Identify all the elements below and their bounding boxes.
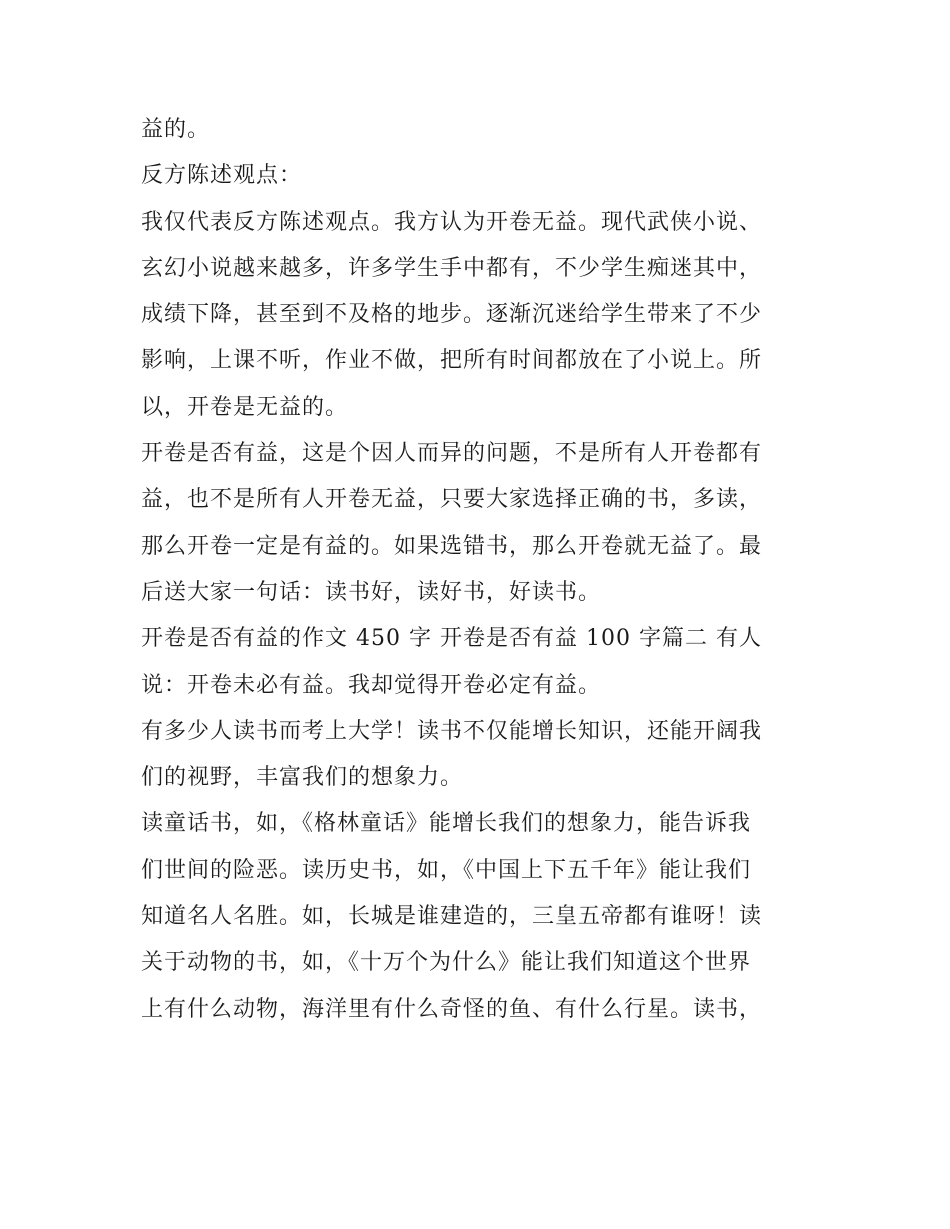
- text-line: 玄幻小说越来越多，许多学生手中都有，不少学生痴迷其中，: [141, 255, 763, 281]
- text-line: 开卷是否有益，这是个因人而异的问题，不是所有人开卷都有: [141, 441, 763, 467]
- text-line: 那么开卷一定是有益的。如果选错书，那么开卷就无益了。最: [141, 533, 763, 559]
- text-line: 反方陈述观点：: [141, 163, 303, 189]
- text-line: 益，也不是所有人开卷无益，只要大家选择正确的书，多读，: [141, 487, 763, 513]
- text-line: 影响，上课不听，作业不做，把所有时间都放在了小说上。所: [141, 348, 763, 374]
- text-line: 读童话书，如，《格林童话》能增长我们的想象力，能告诉我: [141, 811, 752, 837]
- text-line: 后送大家一句话：读书好，读好书，好读书。: [141, 579, 602, 605]
- text-line: 知道名人名胜。如，长城是谁建造的，三皇五帝都有谁呀！读: [141, 904, 763, 930]
- text-line: 益的。: [141, 117, 211, 142]
- text-line: 关于动物的书，如，《十万个为什么》能让我们知道这个世界: [141, 950, 752, 976]
- text-line: 们的视野，丰富我们的想象力。: [141, 765, 464, 791]
- document-body: [141, 107, 821, 1033]
- text-line: 们世间的险恶。读历史书，如，《中国上下五千年》能让我们: [141, 857, 752, 883]
- text-line: 上有什么动物，海洋里有什么奇怪的鱼、有什么行星。读书，: [141, 996, 763, 1022]
- text-line: 有多少人读书而考上大学！读书不仅能增长知识，还能开阔我: [141, 718, 763, 744]
- text-line: 说：开卷未必有益。我却觉得开卷必定有益。: [141, 672, 602, 698]
- text-line: 开卷是否有益的作文 450 字 开卷是否有益 100 字篇二 有人: [141, 626, 762, 652]
- text-line: 成绩下降，甚至到不及格的地步。逐渐沉迷给学生带来了不少: [141, 302, 763, 328]
- text-line: 我仅代表反方陈述观点。我方认为开卷无益。现代武侠小说、: [141, 209, 763, 235]
- text-line: 以，开卷是无益的。: [141, 394, 349, 420]
